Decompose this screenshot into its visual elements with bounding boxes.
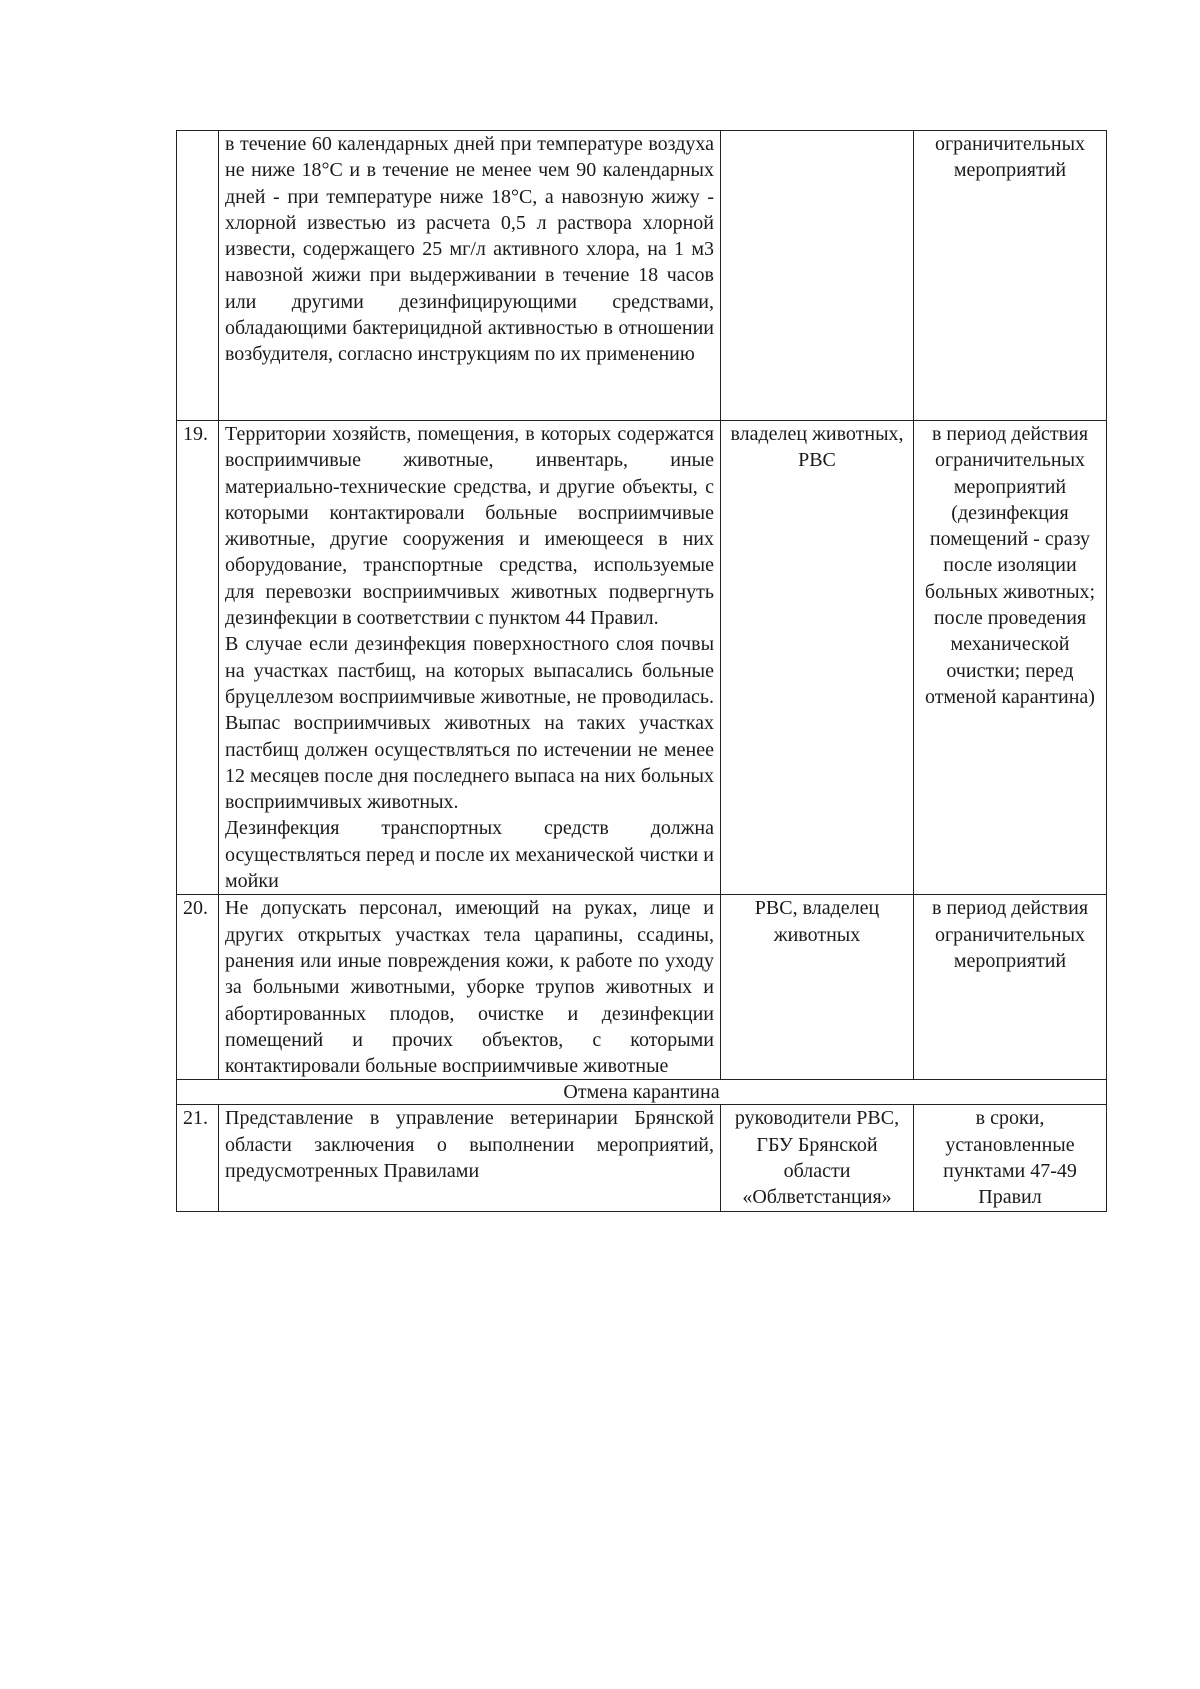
row-number: 21. [177, 1105, 219, 1211]
description-paragraph: Дезинфекция транспортных средств должна осуществляться перед и после их механической чистки и мойки [225, 817, 714, 893]
row-term: в период действия ограничительных мероприятий [914, 895, 1107, 1080]
section-title: Отмена карантина [177, 1080, 1107, 1105]
row-description [219, 421, 721, 895]
measures-table [176, 130, 1107, 1212]
document-page [176, 130, 1106, 1212]
row-term: ограничительных мероприятий [914, 131, 1107, 421]
section-header-row [177, 1080, 1107, 1105]
row-number [177, 131, 219, 421]
description-paragraph: В случае если дезинфекция поверхностного слоя почвы на участках пастбищ, на которых выпасались больные бруцеллезом восприимчивые животные, не проводилась. Выпас восприимчивых животных на таких участках пастбищ должен осуществляться по истечении не менее 12 месяцев после дня последнего выпаса на них больных восприимчивых животных. [225, 633, 714, 814]
row-term: в сроки, установленные пунктами 47-49 Правил [914, 1105, 1107, 1211]
row-number: 20. [177, 895, 219, 1080]
row-description [219, 1105, 721, 1211]
row-responsible: владелец животных, РВС [721, 421, 914, 895]
description-paragraph: Территории хозяйств, помещения, в которых содержатся восприимчивые животные, инвентарь, иные материально-технические средства, и другие объекты, с которыми контактировали больные восприимчивые животные, другие сооружения и имеющееся в них оборудование, транспортные средства, используемые для перевозки восприимчивых животных подвергнуть дезинфекции в соответствии с пунктом 44 Правил. [225, 423, 714, 630]
table-row [177, 1105, 1107, 1211]
description-paragraph: в течение 60 календарных дней при температуре воздуха не ниже 18°С и в течение не менее чем 90 календарных дней - при температуре ниже 18°С, а навозную жижу - хлорной известью из расчета 0,5 л раствора хлорной извести, содержащего 25 мг/л активного хлора, на 1 м3 навозной жижи при выдерживании в течение 18 часов или другими дезинфицирующими средствами, обладающими бактерицидной активностью в отношении возбудителя, согласно инструкциям по их применению [225, 133, 714, 366]
description-paragraph: Представление в управление ветеринарии Брянской области заключения о выполнении мероприятий, предусмотренных Правилами [225, 1107, 714, 1183]
row-number: 19. [177, 421, 219, 895]
row-term: в период действия ограничительных мероприятий (дезинфекция помещений - сразу после изоляции больных животных; после проведения механической очистки; перед отменой карантина) [914, 421, 1107, 895]
row-description [219, 131, 721, 421]
table-row [177, 421, 1107, 895]
table-row [177, 131, 1107, 421]
description-paragraph: Не допускать персонал, имеющий на руках, лице и других открытых участках тела царапины, ссадины, ранения или иные повреждения кожи, к работе по уходу за больными животными, уборке трупов животных и абортированных плодов, очистке и дезинфекции помещений и прочих объектов, с которыми контактировали больные восприимчивые животные [225, 897, 714, 1078]
row-responsible: РВС, владелец животных [721, 895, 914, 1080]
table-row [177, 895, 1107, 1080]
row-description [219, 895, 721, 1080]
row-responsible: руководители РВС, ГБУ Брянской области «Облветстанция» [721, 1105, 914, 1211]
row-responsible [721, 131, 914, 421]
